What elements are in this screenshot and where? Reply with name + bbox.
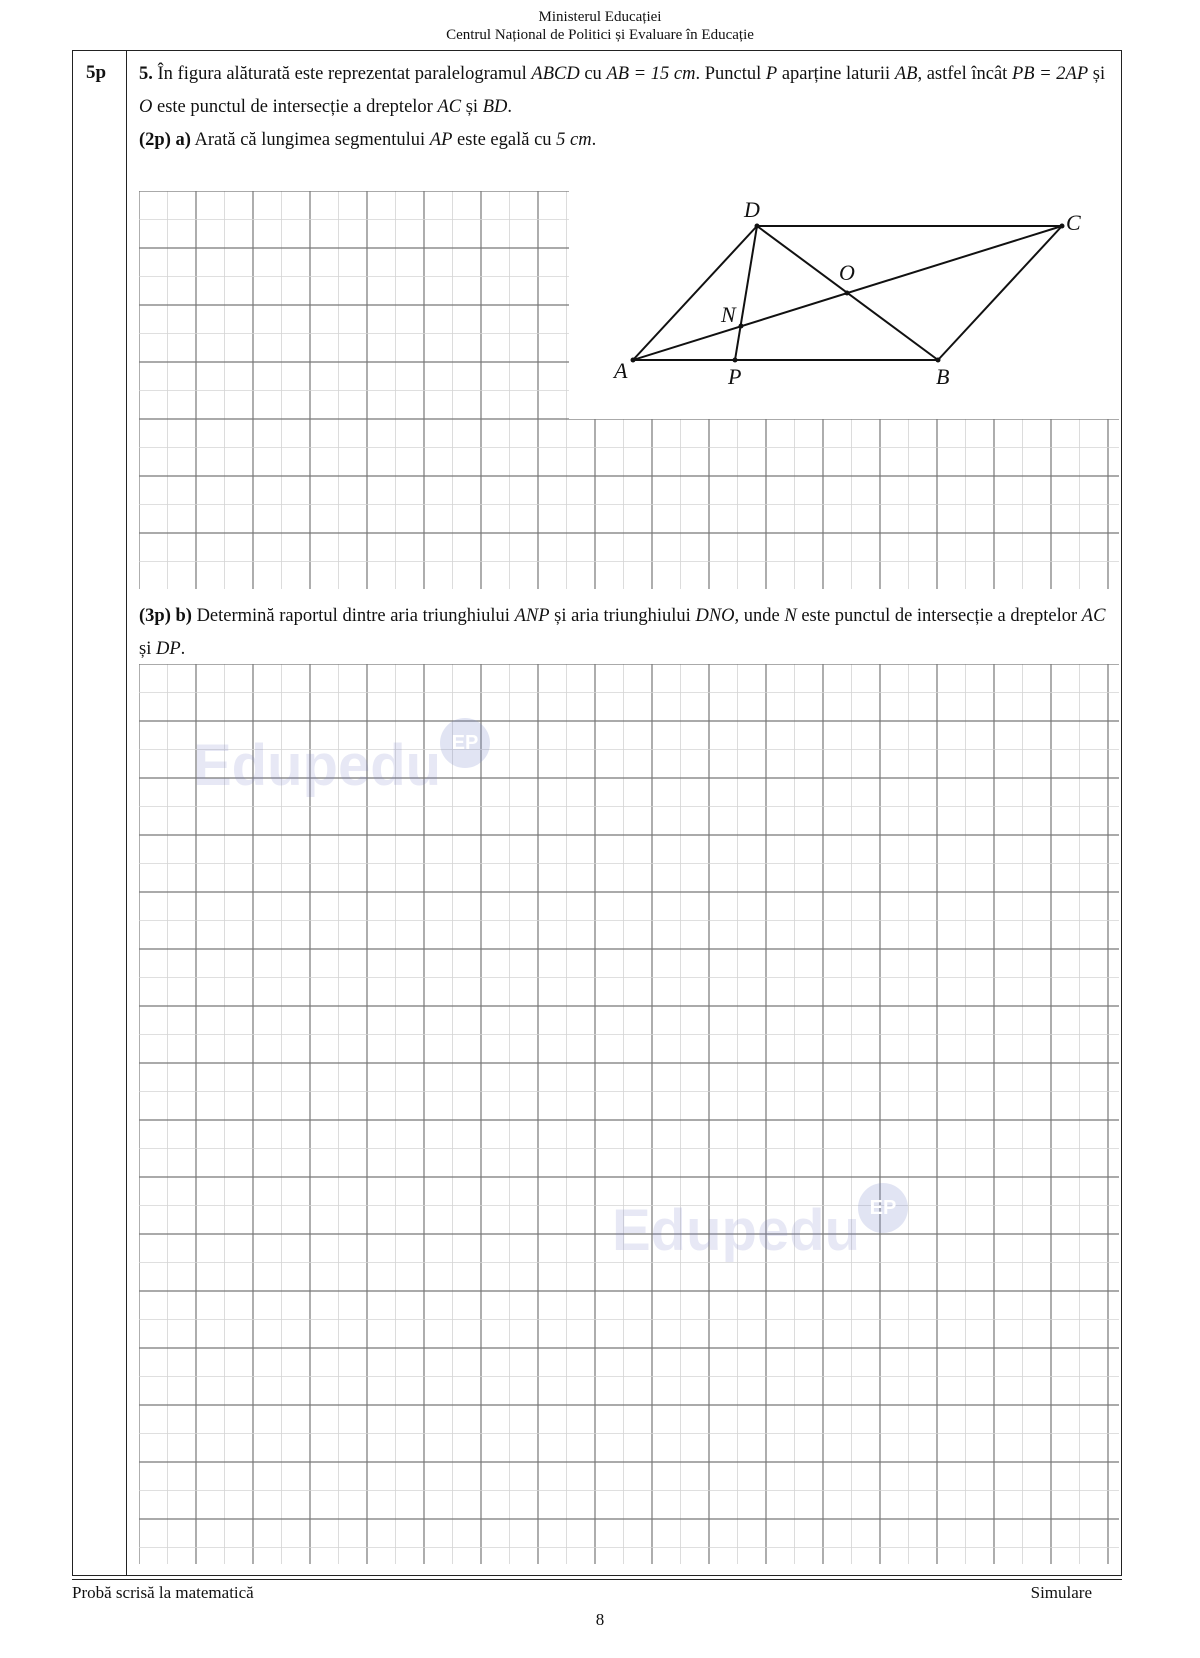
watermark-badge-icon: EP bbox=[440, 718, 490, 768]
part-a-text: este egală cu bbox=[452, 130, 557, 150]
page-number: 8 bbox=[595, 1610, 605, 1629]
header-center: Centrul Național de Politici și Evaluare în Educație bbox=[446, 27, 754, 43]
statement-text: , astfel încât bbox=[917, 64, 1012, 84]
part-b-text: Determină raportul dintre aria triunghiului bbox=[191, 606, 515, 626]
statement-text: și bbox=[1088, 64, 1106, 84]
statement-text: . bbox=[507, 97, 512, 117]
math-ac: AC bbox=[1081, 606, 1106, 626]
statement-text: și bbox=[461, 97, 483, 117]
label-b: B bbox=[936, 364, 950, 389]
point-p bbox=[733, 358, 738, 363]
math-ab-length: AB = 15 cm bbox=[606, 64, 696, 84]
label-c: C bbox=[1066, 210, 1081, 235]
part-a-points: (2p) a) bbox=[139, 130, 191, 150]
part-b-text: , unde bbox=[734, 606, 785, 626]
frame-bottom-line bbox=[72, 1579, 1122, 1580]
score-column-divider bbox=[126, 50, 127, 1576]
problem-number: 5. bbox=[139, 64, 153, 84]
page-header bbox=[0, 8, 1200, 44]
math-anp: ANP bbox=[514, 606, 550, 626]
point-a bbox=[631, 358, 636, 363]
point-n bbox=[739, 324, 744, 329]
math-p: P bbox=[765, 64, 778, 84]
part-b-text: și aria triunghiului bbox=[549, 606, 696, 626]
footer-session: Simulare bbox=[1030, 1583, 1092, 1602]
math-bd: BD bbox=[482, 97, 508, 117]
footer-exam-title: Probă scrisă la matematică bbox=[72, 1583, 254, 1602]
point-b bbox=[936, 358, 941, 363]
statement-text: . Punctul bbox=[695, 64, 766, 84]
header-ministry: Ministerul Educației bbox=[538, 9, 662, 25]
label-n: N bbox=[721, 302, 736, 327]
parallelogram-figure bbox=[600, 200, 1120, 400]
label-a: A bbox=[614, 358, 628, 383]
point-c bbox=[1060, 224, 1065, 229]
math-dno: DNO bbox=[695, 606, 735, 626]
math-pb-eq: PB = 2AP bbox=[1011, 64, 1089, 84]
part-b-points: (3p) b) bbox=[139, 606, 192, 626]
label-d: D bbox=[744, 200, 760, 222]
part-a-text: . bbox=[591, 130, 597, 150]
math-abcd: ABCD bbox=[531, 64, 580, 84]
part-b-statement bbox=[139, 600, 1119, 666]
part-b-text: și bbox=[139, 639, 156, 659]
point-d bbox=[755, 224, 760, 229]
math-ac: AC bbox=[437, 97, 462, 117]
math-n: N bbox=[784, 606, 797, 626]
math-five-cm: 5 cm bbox=[556, 130, 592, 150]
part-a-text: Arată că lungimea segmentului bbox=[190, 130, 430, 150]
problem-score: 5p bbox=[86, 62, 107, 83]
math-o: O bbox=[139, 97, 153, 117]
problem-statement bbox=[139, 58, 1119, 157]
math-ap: AP bbox=[429, 130, 453, 150]
label-o: O bbox=[839, 260, 855, 285]
watermark-badge-icon: EP bbox=[858, 1183, 908, 1233]
watermark-logo: Edupedu bbox=[193, 733, 442, 798]
math-dp: DP bbox=[155, 639, 181, 659]
statement-text: aparține laturii bbox=[777, 64, 895, 84]
part-b-text: este punctul de intersecție a dreptelor bbox=[796, 606, 1082, 626]
label-p: P bbox=[728, 364, 742, 389]
watermark-logo: Edupedu bbox=[612, 1198, 861, 1263]
statement-text: este punctul de intersecție a dreptelor bbox=[152, 97, 438, 117]
math-ab: AB bbox=[894, 64, 918, 84]
statement-text: cu bbox=[579, 64, 607, 84]
point-o bbox=[845, 291, 850, 296]
statement-text: În figura alăturată este reprezentat paralelogramul bbox=[152, 64, 532, 84]
part-b-text: . bbox=[180, 639, 186, 659]
